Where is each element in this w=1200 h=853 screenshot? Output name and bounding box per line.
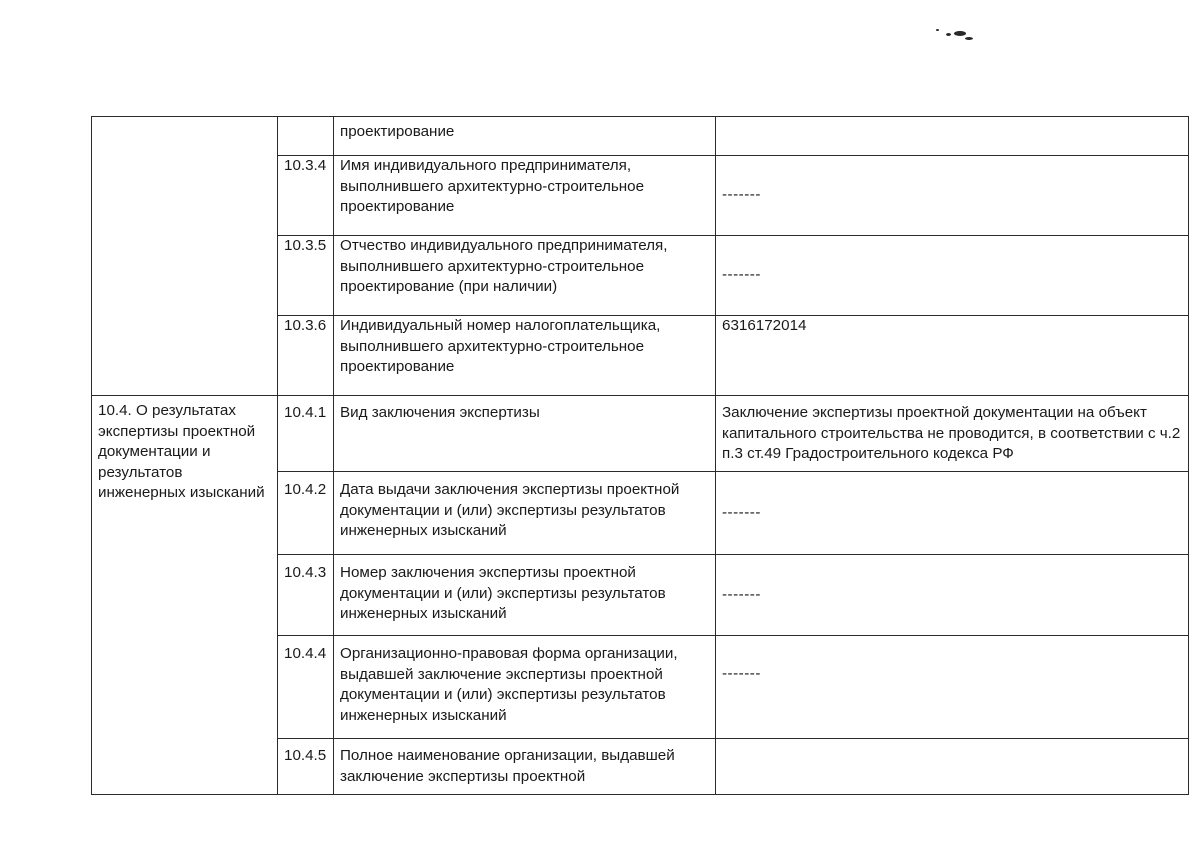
row-number bbox=[278, 117, 334, 156]
scan-speck bbox=[936, 29, 939, 31]
row-label: Организационно-правовая форма организации, выдавшей заключение экспертизы проектной документации и (или) экспертизы результатов инженерных изысканий bbox=[334, 636, 716, 739]
table-row bbox=[92, 396, 1189, 472]
row-label: Номер заключения экспертизы проектной документации и (или) экспертизы результатов инженерных изысканий bbox=[334, 555, 716, 636]
row-number: 10.3.6 bbox=[278, 316, 334, 396]
row-number: 10.3.5 bbox=[278, 236, 334, 316]
row-value: ------- bbox=[716, 472, 1189, 555]
row-label: Индивидуальный номер налогоплательщика, выполнившего архитектурно-строительное проектирование bbox=[334, 316, 716, 396]
row-value: ------- bbox=[716, 236, 1189, 316]
table-row bbox=[92, 117, 1189, 156]
row-label: проектирование bbox=[334, 117, 716, 156]
row-value bbox=[716, 739, 1189, 795]
row-number: 10.4.4 bbox=[278, 636, 334, 739]
row-label: Полное наименование организации, выдавшей заключение экспертизы проектной bbox=[334, 739, 716, 795]
row-value: ------- bbox=[716, 555, 1189, 636]
row-label: Вид заключения экспертизы bbox=[334, 396, 716, 472]
scan-speck bbox=[965, 37, 973, 40]
row-value: ------- bbox=[716, 156, 1189, 236]
row-label: Имя индивидуального предпринимателя, выполнившего архитектурно-строительное проектирование bbox=[334, 156, 716, 236]
section-cell-10-4: 10.4. О результатах экспертизы проектной документации и результатов инженерных изысканий bbox=[92, 396, 278, 795]
row-label: Дата выдачи заключения экспертизы проектной документации и (или) экспертизы результатов инженерных изысканий bbox=[334, 472, 716, 555]
row-value: ------- bbox=[716, 636, 1189, 739]
row-label: Отчество индивидуального предпринимателя, выполнившего архитектурно-строительное проектирование (при наличии) bbox=[334, 236, 716, 316]
row-number: 10.4.2 bbox=[278, 472, 334, 555]
row-number: 10.4.3 bbox=[278, 555, 334, 636]
scan-speck bbox=[954, 31, 966, 36]
row-number: 10.4.1 bbox=[278, 396, 334, 472]
section-cell-10-3 bbox=[92, 117, 278, 396]
row-number: 10.4.5 bbox=[278, 739, 334, 795]
scan-speck bbox=[946, 33, 951, 36]
document-table bbox=[91, 116, 1189, 795]
row-number: 10.3.4 bbox=[278, 156, 334, 236]
row-value: 6316172014 bbox=[716, 316, 1189, 396]
row-value bbox=[716, 117, 1189, 156]
row-value: Заключение экспертизы проектной документации на объект капитального строительства не проводится, в соответствии с ч.2 п.3 ст.49 Градостроительного кодекса РФ bbox=[716, 396, 1189, 472]
